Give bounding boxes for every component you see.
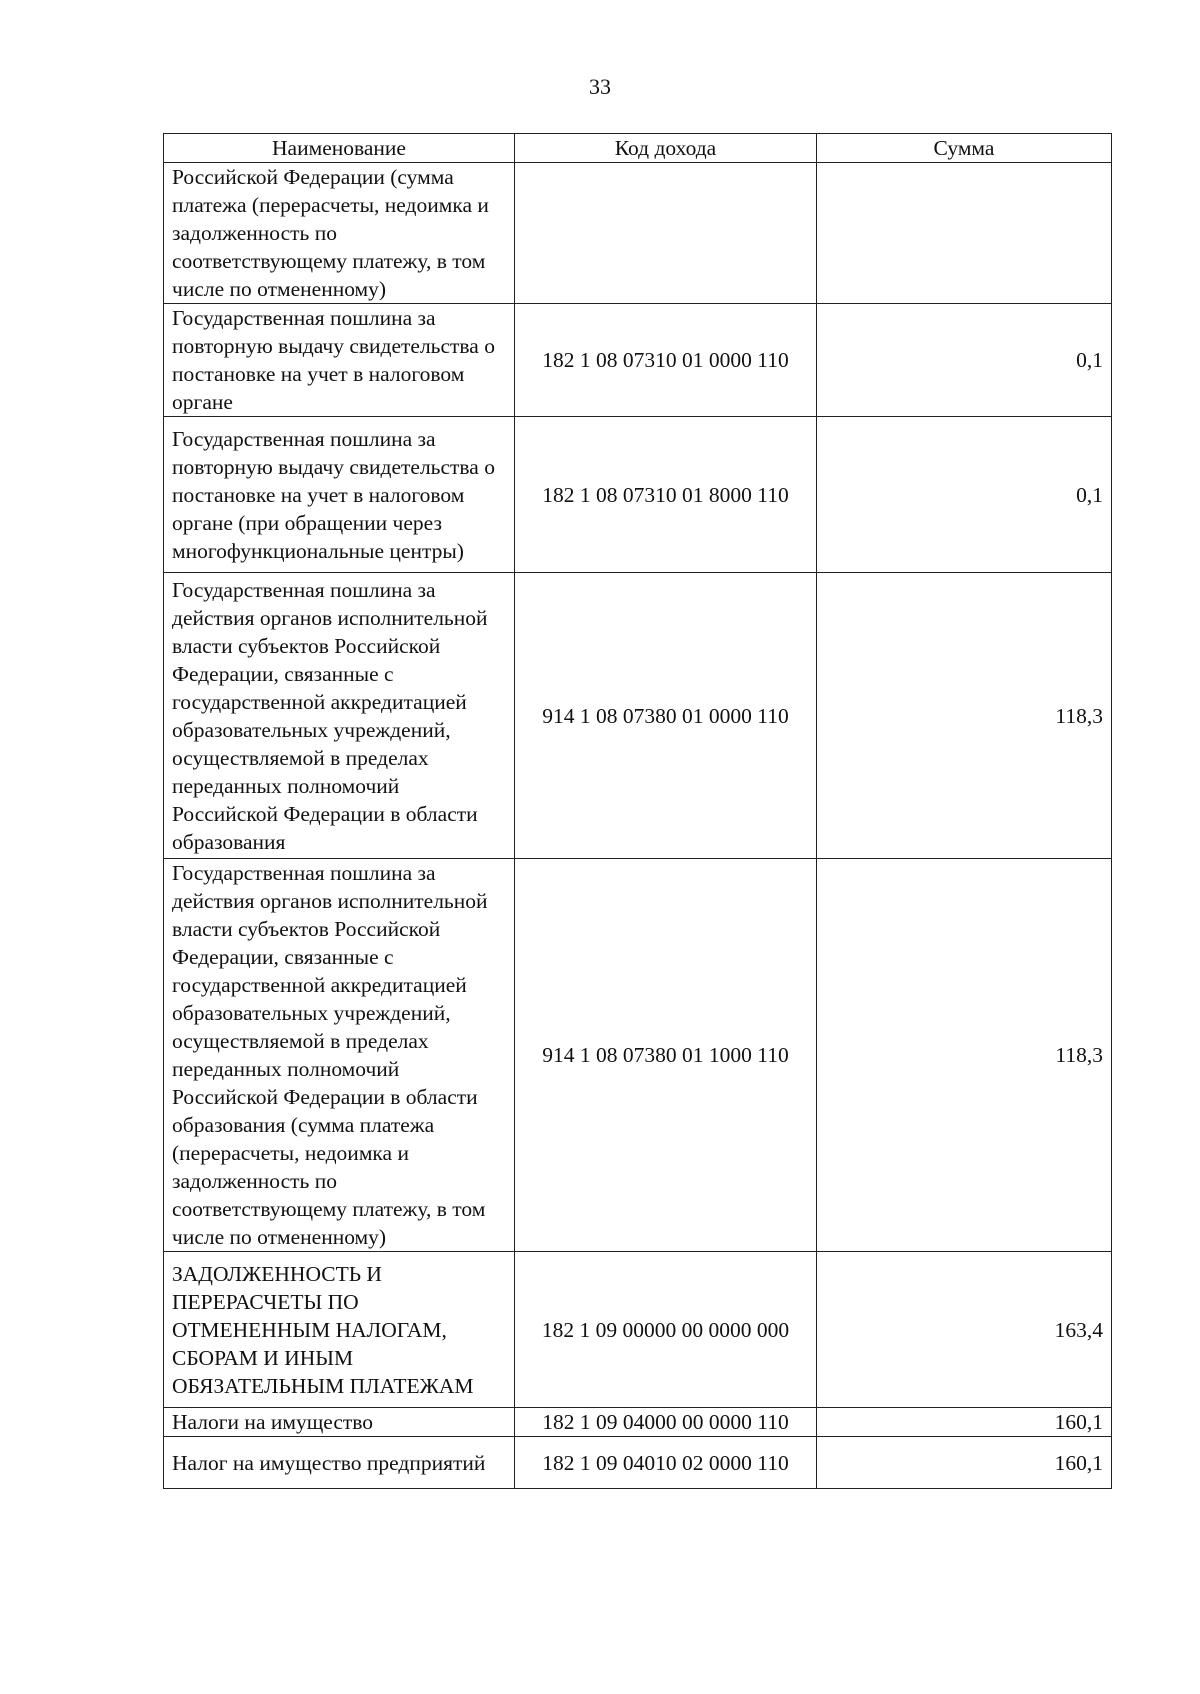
header-code: Код дохода — [515, 134, 817, 163]
row-code: 182 1 08 07310 01 8000 110 — [515, 417, 817, 573]
table-row — [164, 573, 1112, 859]
row-code: 182 1 09 00000 00 0000 000 — [515, 1252, 817, 1408]
row-sum: 160,1 — [817, 1437, 1112, 1489]
row-code: 182 1 09 04000 00 0000 110 — [515, 1408, 817, 1437]
header-sum: Сумма — [817, 134, 1112, 163]
table-row — [164, 417, 1112, 573]
row-name: Государственная пошлина за действия органов исполнительной власти субъектов Российской Федерации, связанные с государственной аккредитацией образовательных учреждений, осуществляемой в пределах переданных полномочий Российской Федерации в области образования (сумма платежа (перерасчеты, недоимка и задолженность по соответствующему платежу, в том числе по отмененному) — [164, 859, 515, 1252]
row-code: 182 1 09 04010 02 0000 110 — [515, 1437, 817, 1489]
table-row — [164, 859, 1112, 1252]
row-code: 914 1 08 07380 01 1000 110 — [515, 859, 817, 1252]
row-sum: 118,3 — [817, 859, 1112, 1252]
table-row — [164, 1408, 1112, 1437]
row-sum: 0,1 — [817, 417, 1112, 573]
table-header-row — [164, 134, 1112, 163]
row-name: Государственная пошлина за повторную выдачу свидетельства о постановке на учет в налоговом органе — [164, 304, 515, 417]
row-sum — [817, 163, 1112, 304]
row-sum: 160,1 — [817, 1408, 1112, 1437]
row-sum: 118,3 — [817, 573, 1112, 859]
table-row — [164, 1252, 1112, 1408]
row-name: Российской Федерации (сумма платежа (перерасчеты, недоимка и задолженность по соответствующему платежу, в том числе по отмененному) — [164, 163, 515, 304]
row-code: 182 1 08 07310 01 0000 110 — [515, 304, 817, 417]
table-row — [164, 304, 1112, 417]
row-code: 914 1 08 07380 01 0000 110 — [515, 573, 817, 859]
row-sum: 0,1 — [817, 304, 1112, 417]
table-row — [164, 1437, 1112, 1489]
row-name: Государственная пошлина за действия органов исполнительной власти субъектов Российской Федерации, связанные с государственной аккредитацией образовательных учреждений, осуществляемой в пределах переданных полномочий Российской Федерации в области образования — [164, 573, 515, 859]
income-table — [163, 133, 1112, 1489]
row-name: Налог на имущество предприятий — [164, 1437, 515, 1489]
row-code — [515, 163, 817, 304]
row-name: Государственная пошлина за повторную выдачу свидетельства о постановке на учет в налоговом органе (при обращении через многофункциональные центры) — [164, 417, 515, 573]
header-name: Наименование — [164, 134, 515, 163]
row-name: ЗАДОЛЖЕННОСТЬ И ПЕРЕРАСЧЕТЫ ПО ОТМЕНЕННЫМ НАЛОГАМ, СБОРАМ И ИНЫМ ОБЯЗАТЕЛЬНЫМ ПЛАТЕЖАМ — [164, 1252, 515, 1408]
row-sum: 163,4 — [817, 1252, 1112, 1408]
page-number: 33 — [589, 74, 611, 99]
row-name: Налоги на имущество — [164, 1408, 515, 1437]
table-row — [164, 163, 1112, 304]
